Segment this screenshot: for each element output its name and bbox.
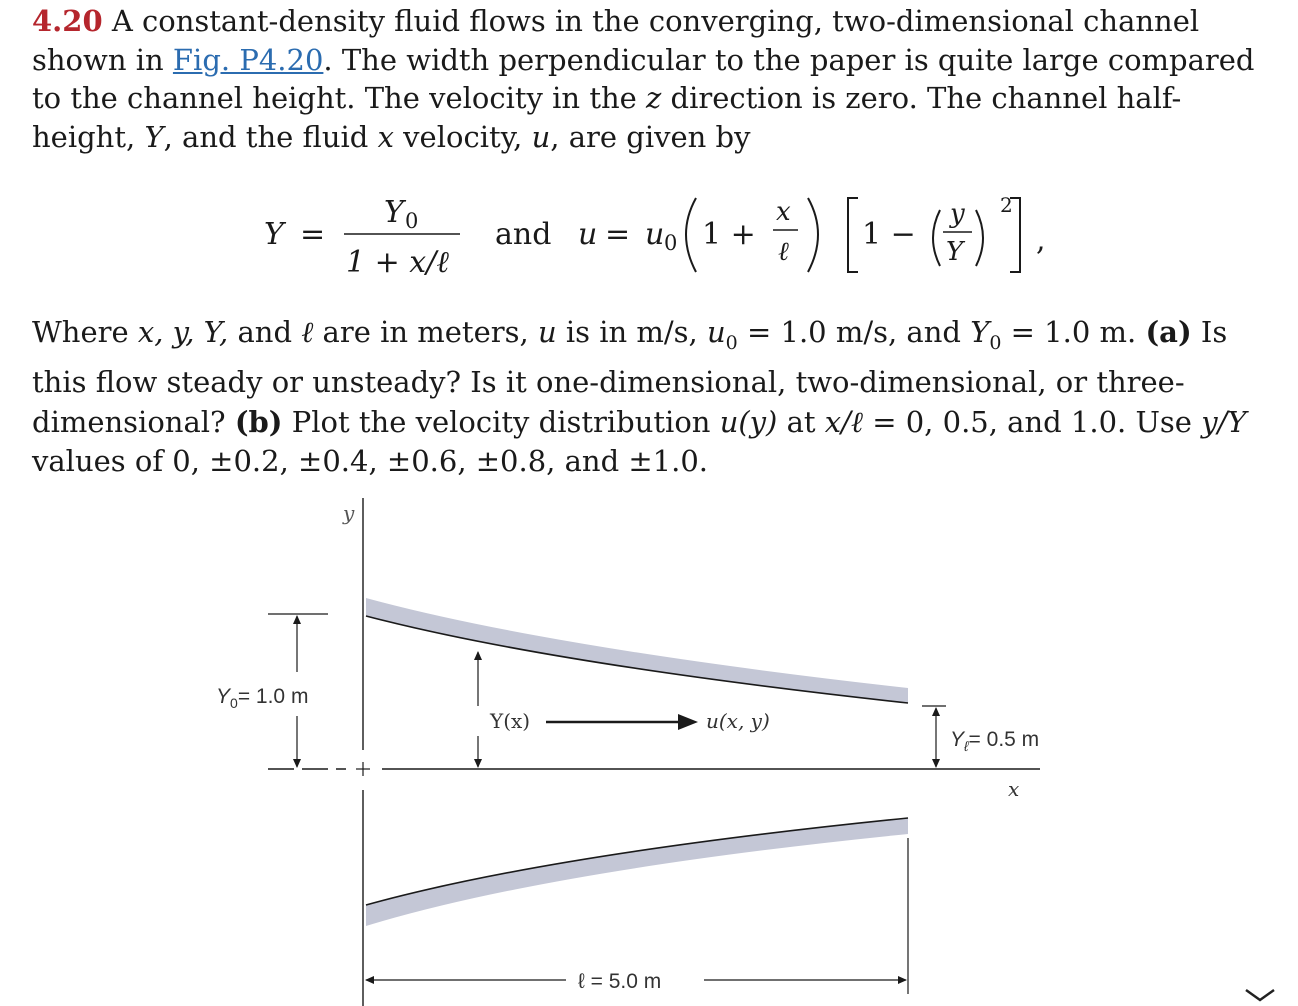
upper-wall [366,598,908,703]
part-a-label: (a) [1145,315,1192,349]
eq-u: u [578,217,598,252]
problem-questions: Where x, y, Y, and ℓ are in meters, u is in m/s, $u_0 = 1.0$ m/s, and $Y_0 = 1.0$ m. (a) Is this flow steady or unsteady? Is it one-dimensional, two-dimensional, or three-dimensional? (b) Plot the velocity distribution u(y) at x/ℓ = 0, 0.5, and 1.0. Use y/Y values of 0, ±0.2, ±0.4, ±0.6, ±0.8, and ±1.0. [32,315,1247,479]
eq-square: 2 [1000,193,1013,217]
eq-lhs: Y [264,217,284,252]
eq-u0-sub: 0 [664,231,678,255]
figure-link[interactable]: Fig. P4.20 [172,42,324,77]
eq-comma: , [1036,223,1046,258]
lower-wall [366,818,908,926]
eq-frac-Y: Y [946,237,964,267]
y-axis-label: y [343,501,355,525]
bracket-left [848,198,858,272]
eq-num-sub: 0 [405,209,419,233]
eq-u0: u [645,217,665,252]
eq-and: and [495,217,552,252]
Yx-label: Y(x) [490,709,531,733]
x-axis-label: x [1008,777,1020,801]
eq-num: Y [384,195,404,230]
eq-equals: = [300,217,326,252]
velocity-label: u(x, y) [706,709,770,733]
channel-figure [0,490,1298,1006]
eq-one-minus: 1 − [862,217,916,252]
Y0-label: $Y_0= 1.0$ m [216,685,309,711]
Yl-label: $Y_\ell= 0.5$ m [950,728,1040,754]
paren-left [686,198,696,272]
eq-frac-l: ℓ [778,237,789,267]
eq-one-plus: 1 + [702,217,756,252]
governing-equation [0,180,1298,280]
eq-den: 1 + x/ℓ [346,245,449,280]
eq-frac-y: y [950,199,965,229]
eq-equals-2: = [605,217,631,252]
problem-number: 4.20 [32,4,103,38]
paren-right [808,198,818,272]
chevron-down-icon[interactable] [1240,986,1280,1004]
length-label: ℓ = 5.0 m [578,970,662,993]
part-b-label: (b) [234,404,283,439]
eq-frac-x: x [776,197,791,227]
problem-statement: 4.20 A constant-density fluid flows in the converging, two-dimensional channel shown in Fig. P4.20. The width perpendicular to the paper is quite large compared to the channel height. The velocity in the z direction is zero. The channel half-height, Y, and the fluid x velocity, u, are given by [32,4,1255,154]
